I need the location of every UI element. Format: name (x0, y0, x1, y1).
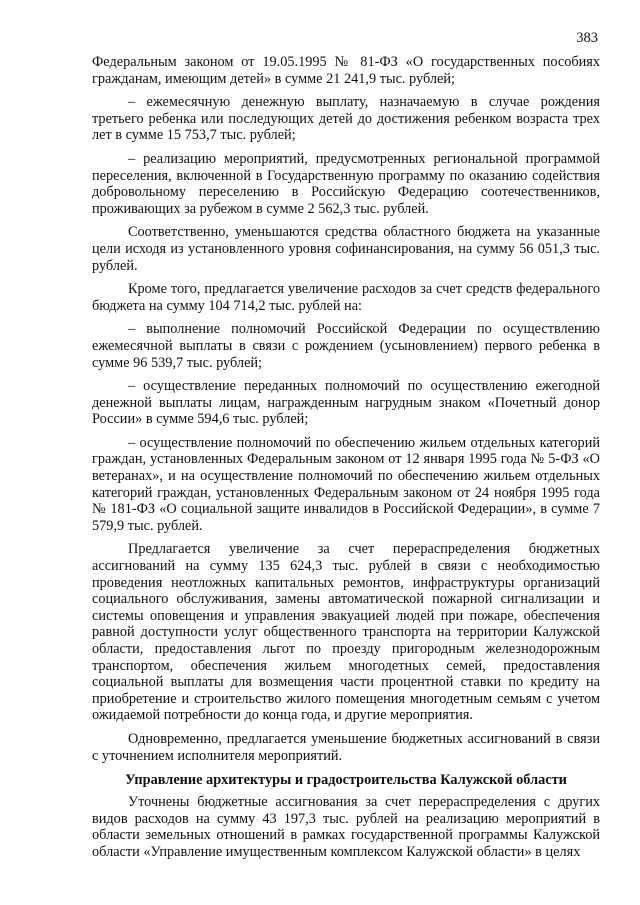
body-text-before (92, 54, 600, 764)
paragraph: – осуществление полномочий по обеспечению жильем отдельных категорий граждан, установленных Федеральным законом от 12 января 1995 года № 5-ФЗ «О ветеранах», и на осуществление полномочий по обеспечению жильем отдельных категорий граждан, установленных Федеральным законом от 24 ноября 1995 года № 181-ФЗ «О социальной защите инвалидов в Российской Федерации», в сумме 7 579,9 тыс. рублей. (92, 434, 600, 534)
paragraph: Уточнены бюджетные ассигнования за счет перераспределения с других видов расходов на сумму 43 197,3 тыс. рублей на реализацию мероприятий в области земельных отношений в рамках государственной программы Калужской области «Управление имущественным комплексом Калужской области» в целях (92, 794, 600, 860)
page-number: 383 (576, 30, 598, 46)
paragraph: Предлагается увеличение за счет перераспределения бюджетных ассигнований на сумму 135 624,3 тыс. рублей в связи с необходимостью проведения неотложных капитальных ремонтов, инфраструктуры организаций социального обслуживания, замены автоматической пожарной сигнализации и системы оповещения и управления эвакуацией людей при пожаре, обеспечения равной доступности услуг общественного транспорта на территории Калужской области, предоставления льгот по проезду пригородным железнодорожным транспортом, обеспечения жильем многодетных семей, предоставления социальной выплаты для возмещения части процентной ставки по кредиту на приобретение и строительство жилого помещения многодетным семьям с учетом ожидаемой потребности до конца года, и другие мероприятия. (92, 541, 600, 724)
paragraph: – осуществление переданных полномочий по осуществлению ежегодной денежной выплаты лицам, награжденным нагрудным знаком «Почетный донор России» в сумме 594,6 тыс. рублей; (92, 378, 600, 428)
paragraph: – выполнение полномочий Российской Федерации по осуществлению ежемесячной выплаты в связи с рождением (усыновлением) первого ребенка в сумме 96 539,7 тыс. рублей; (92, 321, 600, 371)
paragraph: – реализацию мероприятий, предусмотренных региональной программой переселения, включенной в Государственную программу по оказанию содействия добровольному переселению в Российскую Федерацию соотечественников, проживающих за рубежом в сумме 2 562,3 тыс. рублей. (92, 150, 600, 217)
section-heading: Управление архитектуры и градостроительства Калужской области (125, 772, 567, 789)
paragraph: Одновременно, предлагается уменьшение бюджетных ассигнований в связи с уточнением исполнителя мероприятий. (92, 730, 600, 764)
paragraph: Соответственно, уменьшаются средства областного бюджета на указанные цели исходя из установленного уровня софинансирования, на сумму 56 051,3 тыс. рублей. (92, 224, 600, 274)
paragraph: Федеральным законом от 19.05.1995 № 81-ФЗ «О государственных пособиях гражданам, имеющим детей» в сумме 21 241,9 тыс. рублей; (92, 54, 600, 87)
paragraph: – ежемесячную денежную выплату, назначаемую в случае рождения третьего ребенка или последующих детей до достижения ребенком возраста трех лет в сумме 15 753,7 тыс. рублей; (92, 94, 600, 144)
body-text-after (92, 794, 600, 860)
paragraph: Кроме того, предлагается увеличение расходов за счет средств федерального бюджета на сумму 104 714,2 тыс. рублей на: (92, 281, 600, 314)
